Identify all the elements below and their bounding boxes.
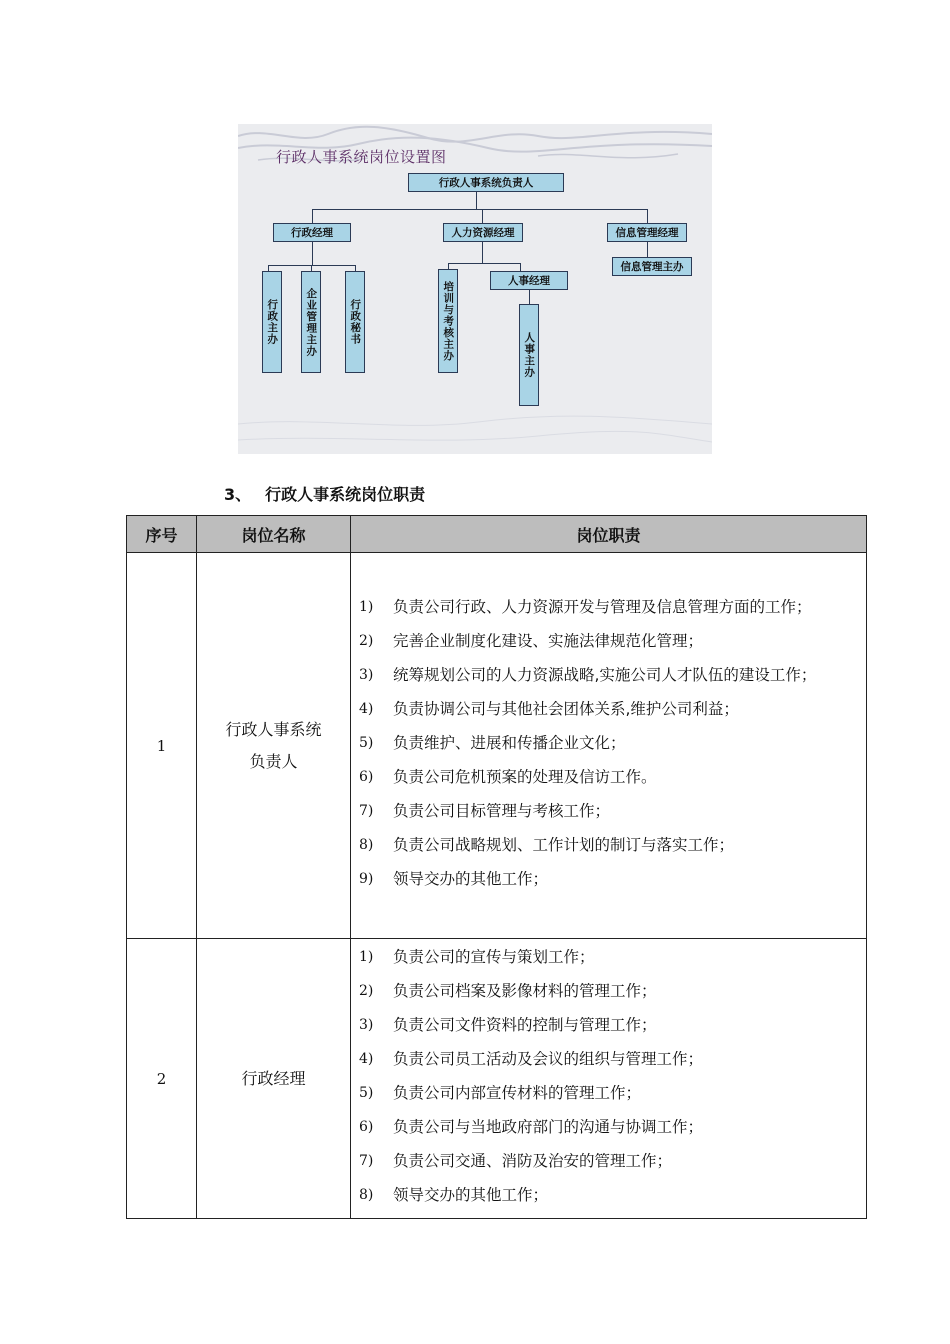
org-box-personnel-manager: 人事经理	[490, 271, 568, 290]
org-chart-figure	[238, 124, 712, 454]
duty-item: 2) 负责公司档案及影像材料的管理工作；	[359, 982, 657, 1000]
duty-item: 5) 负责维护、进展和传播企业文化；	[359, 734, 626, 752]
org-box-head: 行政人事系统负责人	[408, 173, 564, 192]
position-name-line: 行政人事系统	[225, 719, 322, 739]
row-position-name	[197, 553, 351, 939]
row-no: 2	[127, 939, 197, 1219]
duty-item: 2) 完善企业制度化建设、实施法律规范化管理；	[359, 632, 704, 650]
table-header-row	[127, 516, 867, 553]
header-duties: 岗位职责	[351, 516, 867, 553]
duty-item: 4) 负责协调公司与其他社会团体关系,维护公司利益；	[359, 700, 739, 718]
org-box-training-officer: 培训与考核主办	[438, 269, 458, 373]
duty-item: 4) 负责公司员工活动及会议的组织与管理工作；	[359, 1050, 704, 1068]
duty-item: 1) 负责公司行政、人力资源开发与管理及信息管理方面的工作；	[359, 598, 812, 616]
duty-item: 5) 负责公司内部宣传材料的管理工作；	[359, 1084, 642, 1102]
org-box-personnel-officer: 人事主办	[519, 304, 539, 406]
duty-item: 6) 负责公司危机预案的处理及信访工作。	[359, 768, 657, 786]
org-box-hr-manager: 人力资源经理	[443, 223, 523, 242]
duty-item: 9) 领导交办的其他工作；	[359, 870, 549, 888]
duty-item: 3) 统筹规划公司的人力资源战略,实施公司人才队伍的建设工作；	[359, 666, 817, 684]
row-no: 1	[127, 553, 197, 939]
org-box-info-manager: 信息管理经理	[607, 223, 687, 242]
table-row	[127, 553, 867, 939]
section-number: 3、	[224, 485, 252, 504]
org-box-admin-manager: 行政经理	[273, 223, 351, 242]
org-box-admin-officer: 行政主办	[262, 271, 282, 373]
section-heading	[224, 482, 425, 505]
duty-item: 7) 负责公司目标管理与考核工作；	[359, 802, 611, 820]
org-box-admin-secretary: 行政秘书	[345, 271, 365, 373]
header-name: 岗位名称	[197, 516, 351, 553]
duty-item: 3) 负责公司文件资料的控制与管理工作；	[359, 1016, 657, 1034]
row-position-name	[197, 939, 351, 1219]
duty-item: 7) 负责公司交通、消防及治安的管理工作；	[359, 1152, 673, 1170]
duty-item: 1) 负责公司的宣传与策划工作；	[359, 948, 595, 966]
org-chart-title: 行政人事系统岗位设置图	[276, 148, 447, 166]
table-row	[127, 939, 867, 1219]
duty-item: 8) 领导交办的其他工作；	[359, 1186, 549, 1204]
row-duties	[351, 939, 867, 1219]
position-name-line: 负责人	[249, 751, 298, 771]
row-duties	[351, 553, 867, 939]
section-title-text: 行政人事系统岗位职责	[265, 485, 426, 504]
duty-item: 6) 负责公司与当地政府部门的沟通与协调工作；	[359, 1118, 704, 1136]
org-box-info-mgmt-officer: 信息管理主办	[612, 257, 692, 276]
position-name-line: 行政经理	[241, 1068, 306, 1088]
header-no: 序号	[127, 516, 197, 553]
duties-table	[126, 515, 867, 1219]
org-box-enterprise-mgmt-officer: 企业管理主办	[301, 271, 321, 373]
duty-item: 8) 负责公司战略规划、工作计划的制订与落实工作；	[359, 836, 735, 854]
